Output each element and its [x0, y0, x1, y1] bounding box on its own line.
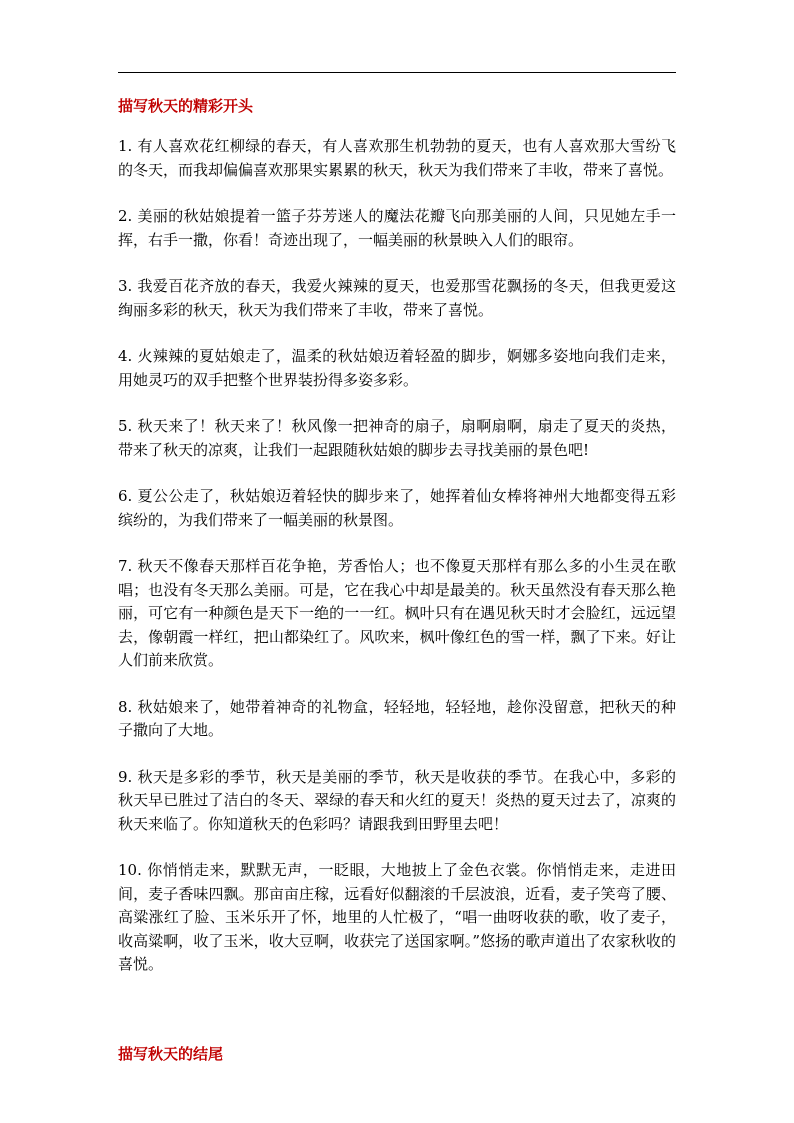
- section-title-ending: 描写秋天的结尾: [118, 1044, 224, 1063]
- paragraph-7: 7. 秋天不像春天那样百花争艳，芳香怡人；也不像夏天那样有那么多的小生灵在歌唱；也没有冬天那么美丽。可是，它在我心中却是最美的。秋天虽然没有春天那么艳丽，可它有一种颜色是天下一绝的一一红。枫叶只有在遇见秋天时才会脸红，远远望去，像朝霞一样红，把山都染红了。风吹来，枫叶像红色的雪一样，飘了下来。好让人们前来欣赏。: [118, 557, 676, 669]
- paragraph-6: 6. 夏公公走了，秋姑娘迈着轻快的脚步来了，她挥着仙女棒将神州大地都变得五彩缤纷的，为我们带来了一幅美丽的秋景图。: [118, 487, 676, 529]
- header-rule: [118, 72, 676, 73]
- paragraph-9: 9. 秋天是多彩的季节，秋天是美丽的季节，秋天是收获的季节。在我心中，多彩的秋天早已胜过了洁白的冬天、翠绿的春天和火红的夏天！炎热的夏天过去了，凉爽的秋天来临了。你知道秋天的色彩吗？请跟我到田野里去吧！: [118, 767, 676, 833]
- paragraph-4: 4. 火辣辣的夏姑娘走了，温柔的秋姑娘迈着轻盈的脚步，婀娜多姿地向我们走来，用她灵巧的双手把整个世界装扮得多姿多彩。: [118, 347, 676, 389]
- paragraph-3: 3. 我爱百花齐放的春天，我爱火辣辣的夏天，也爱那雪花飘扬的冬天，但我更爱这绚丽多彩的秋天，秋天为我们带来了丰收，带来了喜悦。: [118, 277, 676, 319]
- paragraph-2: 2. 美丽的秋姑娘提着一篮子芬芳迷人的魔法花瓣飞向那美丽的人间，只见她左手一挥，右手一撒，你看！奇迹出现了，一幅美丽的秋景映入人们的眼帘。: [118, 207, 676, 249]
- paragraph-8: 8. 秋姑娘来了，她带着神奇的礼物盒，轻轻地，轻轻地，趁你没留意，把秋天的种子撒向了大地。: [118, 697, 676, 739]
- document-page: [118, 72, 676, 1065]
- paragraph-1: 1. 有人喜欢花红柳绿的春天，有人喜欢那生机勃勃的夏天，也有人喜欢那大雪纷飞的冬天，而我却偏偏喜欢那果实累累的秋天，秋天为我们带来了丰收，带来了喜悦。: [118, 137, 676, 179]
- paragraph-list: [118, 135, 676, 977]
- paragraph-10: 10. 你悄悄走来，默默无声，一眨眼，大地披上了金色衣裳。你悄悄走来，走进田间，麦子香味四飘。那亩亩庄稼，远看好似翻滚的千层波浪，近看，麦子笑弯了腰、高粱涨红了脸、玉米乐开了怀，地里的人忙极了，“唱一曲呀收获的歌，收了麦子，收高粱啊，收了玉米，收大豆啊，收获完了送国家啊。”悠扬的歌声道出了农家秋收的喜悦。: [118, 861, 676, 973]
- paragraph-5: 5. 秋天来了！秋天来了！秋风像一把神奇的扇子，扇啊扇啊，扇走了夏天的炎热，带来了秋天的凉爽，让我们一起跟随秋姑娘的脚步去寻找美丽的景色吧!: [118, 417, 676, 459]
- section-title-opening: 描写秋天的精彩开头: [118, 97, 254, 115]
